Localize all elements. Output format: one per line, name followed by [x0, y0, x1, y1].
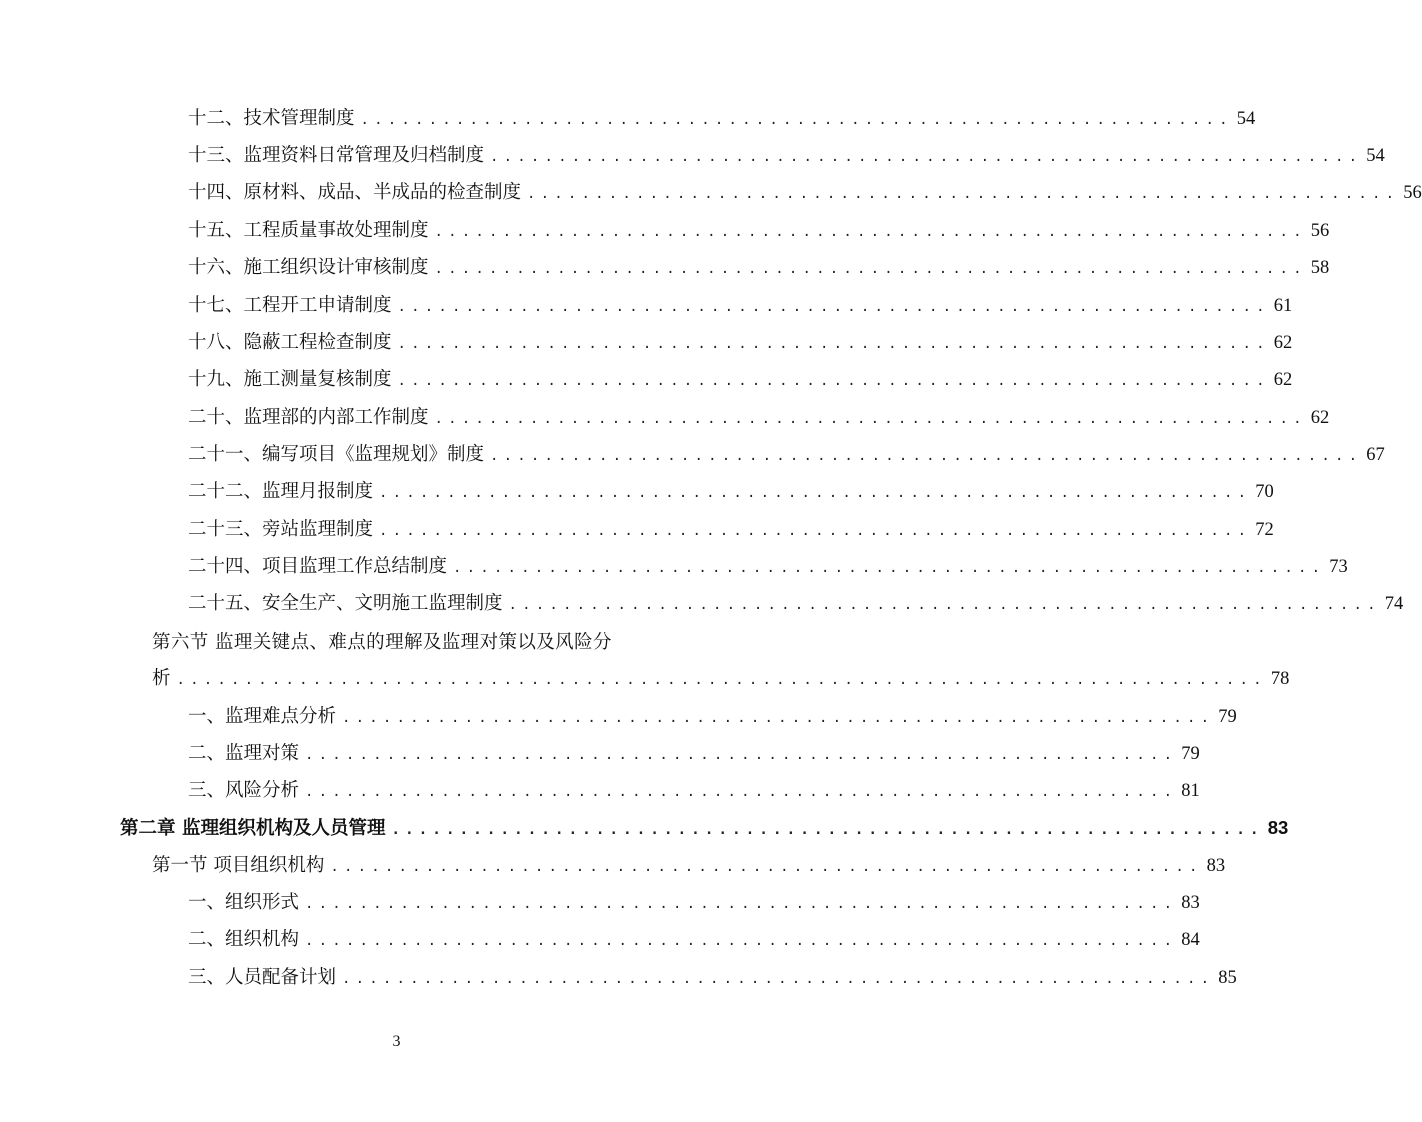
toc-entry-title: 二十一、编写项目《监理规划》制度	[188, 444, 485, 465]
toc-entry-page: 72	[1255, 520, 1274, 540]
toc-entry-page: 62	[1273, 333, 1293, 353]
dot-leader: ................................................................	[434, 411, 1307, 427]
toc-entry[interactable]	[188, 517, 1274, 543]
toc-entry-page: 79	[1218, 707, 1237, 727]
dot-leader: ................................................................	[490, 149, 1363, 165]
toc-entry-page: 85	[1218, 968, 1237, 988]
toc-entry-page: 83	[1267, 817, 1289, 838]
toc-entry-page: 84	[1181, 930, 1200, 950]
dot-leader: ................................................................	[360, 112, 1233, 128]
toc-entry-title: 二十四、项目监理工作总结制度	[188, 556, 448, 577]
dot-leader: ................................................................	[527, 186, 1400, 202]
toc-entry[interactable]	[188, 405, 1330, 431]
toc-entry-page: 58	[1310, 258, 1330, 278]
dot-leader: ................................................................	[330, 859, 1203, 875]
toc-chapter-title: 第二章 监理组织机构及人员管理	[120, 818, 386, 839]
toc-section-heading-line1[interactable]: 第六节 监理关键点、难点的理解及监理对策以及风险分	[152, 632, 612, 653]
toc-entry-title: 十五、工程质量事故处理制度	[188, 220, 429, 241]
toc-entry-title: 二十、监理部的内部工作制度	[188, 407, 429, 428]
toc-entry-page: 61	[1273, 296, 1293, 316]
toc-entry[interactable]	[152, 666, 1290, 692]
toc-entry[interactable]	[188, 479, 1274, 505]
toc-entry[interactable]	[188, 554, 1348, 580]
toc-entry-title: 一、监理难点分析	[188, 706, 337, 727]
dot-leader: ................................................................	[391, 822, 1264, 838]
toc-entry-title: 二十三、旁站监理制度	[188, 519, 374, 540]
toc-entry-title: 十二、技术管理制度	[188, 108, 355, 129]
toc-entry[interactable]	[188, 255, 1330, 281]
toc-entry-title: 十九、施工测量复核制度	[188, 369, 392, 390]
toc-entry[interactable]	[188, 218, 1330, 244]
dot-leader: ................................................................	[397, 336, 1270, 352]
dot-leader: ................................................................	[434, 261, 1307, 277]
toc-entry[interactable]	[188, 330, 1293, 356]
toc-entry-page: 79	[1181, 744, 1200, 764]
toc-entry-page: 56	[1310, 221, 1330, 241]
toc-entry[interactable]	[188, 741, 1200, 767]
toc-entry-page: 62	[1310, 408, 1330, 428]
toc-entry[interactable]	[188, 143, 1385, 169]
toc-entry-title: 十四、原材料、成品、半成品的检查制度	[188, 182, 522, 203]
toc-entry[interactable]	[188, 293, 1293, 319]
toc-entry-title: 一、组织形式	[188, 892, 300, 913]
toc-entry-title: 第一节 项目组织机构	[152, 855, 325, 876]
toc-entry[interactable]	[188, 704, 1237, 730]
toc-entry-page: 70	[1255, 482, 1274, 502]
toc-entry-page: 74	[1384, 594, 1404, 614]
toc-entry-title: 十八、隐蔽工程检查制度	[188, 332, 392, 353]
dot-leader: ................................................................	[490, 448, 1363, 464]
page-number: 3	[392, 1033, 401, 1050]
toc-chapter-entry[interactable]	[120, 815, 1289, 841]
dot-leader: ................................................................	[397, 373, 1270, 389]
toc-entry-page: 54	[1236, 109, 1256, 129]
toc-entry[interactable]	[188, 106, 1256, 132]
toc-entry-title: 二、组织机构	[188, 929, 300, 950]
toc-entry-title-continuation: 析	[152, 668, 171, 689]
toc-entry-page: 81	[1181, 781, 1200, 801]
toc-entry-page: 83	[1206, 856, 1226, 876]
dot-leader: ................................................................	[379, 485, 1252, 501]
dot-leader: ................................................................	[305, 747, 1178, 763]
toc-entry-title: 十三、监理资料日常管理及归档制度	[188, 145, 485, 166]
dot-leader: ................................................................	[305, 933, 1178, 949]
toc-entry[interactable]	[152, 853, 1226, 879]
dot-leader: ................................................................	[397, 299, 1270, 315]
toc-entry-title: 十七、工程开工申请制度	[188, 295, 392, 316]
toc-entry[interactable]	[188, 927, 1200, 953]
toc-entry-title: 三、风险分析	[188, 780, 300, 801]
toc-entry[interactable]	[188, 778, 1200, 804]
toc-entry-page: 73	[1329, 557, 1348, 577]
toc-entry[interactable]	[188, 367, 1293, 393]
toc-entry[interactable]	[188, 442, 1385, 468]
toc-entry[interactable]	[188, 591, 1404, 617]
dot-leader: ................................................................................	[176, 672, 1267, 688]
toc-entry-page: 62	[1273, 370, 1293, 390]
toc-entry-page: 56	[1403, 183, 1422, 203]
dot-leader: ................................................................	[305, 784, 1178, 800]
toc-entry-title: 二十二、监理月报制度	[188, 481, 374, 502]
toc-entry[interactable]	[188, 965, 1237, 991]
toc-entry-title: 三、人员配备计划	[188, 967, 337, 988]
toc-entry-title: 二十五、安全生产、文明施工监理制度	[188, 593, 503, 614]
dot-leader: ................................................................	[342, 971, 1215, 987]
dot-leader: ................................................................	[305, 896, 1178, 912]
toc-entry-title: 十六、施工组织设计审核制度	[188, 257, 429, 278]
toc-entry[interactable]	[188, 180, 1422, 206]
toc-entry-page: 83	[1181, 893, 1200, 913]
dot-leader: ................................................................	[379, 523, 1252, 539]
toc-entry-page: 78	[1270, 669, 1290, 689]
dot-leader: ................................................................	[434, 224, 1307, 240]
dot-leader: ................................................................	[453, 560, 1326, 576]
dot-leader: ................................................................	[342, 710, 1215, 726]
toc-entry[interactable]	[188, 890, 1200, 916]
toc-entry-page: 67	[1366, 445, 1385, 465]
dot-leader: ................................................................	[508, 597, 1381, 613]
toc-entry-page: 54	[1366, 146, 1385, 166]
toc-entry-title: 二、监理对策	[188, 743, 300, 764]
